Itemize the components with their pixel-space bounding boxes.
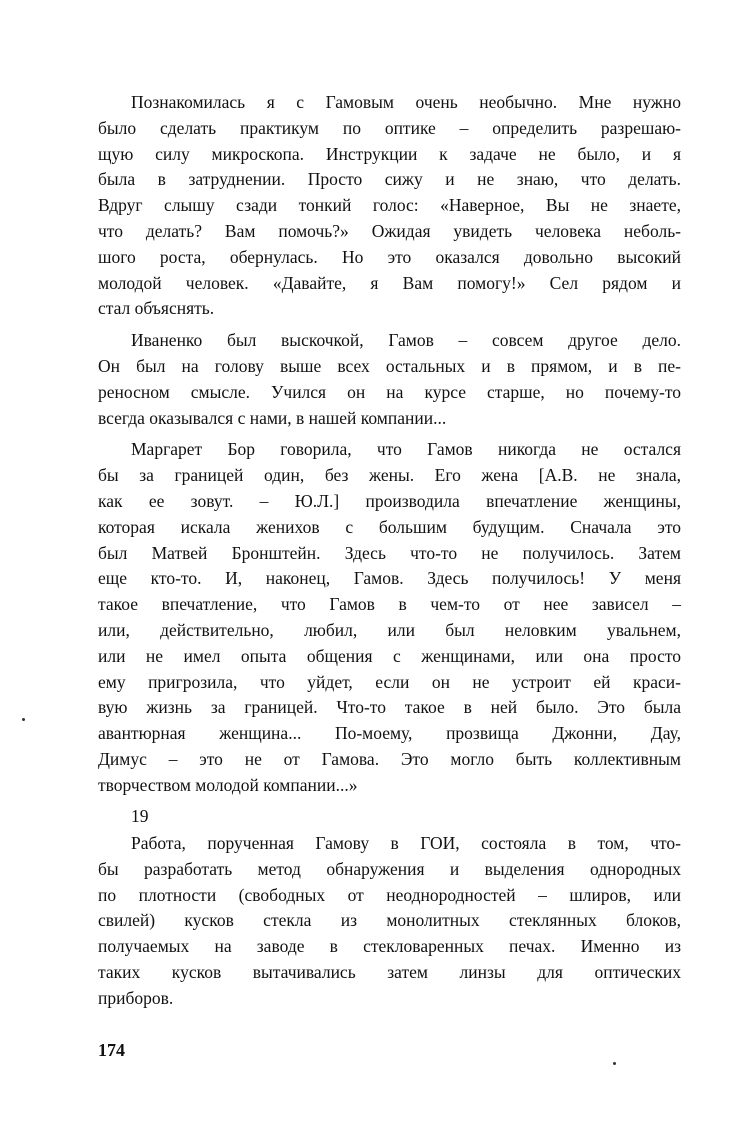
text-line: бы за границей один, без жены. Его жена [А.В. не знала,: [98, 465, 681, 486]
text-line: Димус – это не от Гамова. Это могло быть коллективным: [98, 748, 681, 769]
scan-speck: [22, 718, 25, 721]
text-line: или, действительно, любил, или был неловким увальнем,: [98, 619, 681, 640]
text-line: было сделать практикум по оптике – определить разрешаю-: [98, 117, 681, 138]
text-line: еще кто-то. И, наконец, Гамов. Здесь получилось! У меня: [98, 568, 681, 589]
paragraph-1: [98, 90, 681, 322]
main-text: [98, 90, 681, 805]
text-line: что делать? Вам помочь?» Ожидая увидеть человека неболь-: [98, 220, 681, 241]
text-line: авантюрная женщина... По-моему, прозвища Джонни, Дау,: [98, 723, 681, 744]
text-line: был Матвей Бронштейн. Здесь что-то не получилось. Затем: [98, 542, 681, 563]
paragraph-2: [98, 328, 681, 431]
section-paragraph: [98, 831, 681, 1012]
page-number: 174: [98, 1040, 125, 1060]
text-line: свилей) кусков стекла из монолитных стеклянных блоков,: [98, 910, 681, 931]
text-line: бы разработать метод обнаружения и выделения однородных: [98, 858, 681, 879]
text-line: такое впечатление, что Гамов в чем-то от нее зависел –: [98, 594, 681, 615]
text-line: приборов.: [98, 987, 174, 1008]
text-line: Работа, порученная Гамову в ГОИ, состояла в том, что-: [131, 833, 681, 853]
paragraph-3: [98, 437, 681, 798]
text-line: или не имел опыта общения с женщинами, или она просто: [98, 645, 681, 666]
text-line: ему пригрозила, что уйдет, если он не устроит ей краси-: [98, 671, 681, 692]
text-line: была в затруднении. Просто сижу и не знаю, что делать.: [98, 169, 681, 190]
text-line: Вдруг слышу сзади тонкий голос: «Наверное, Вы не знаете,: [98, 195, 681, 216]
section-number: 19: [131, 806, 149, 826]
text-line: Иваненко был выскочкой, Гамов – совсем другое дело.: [131, 330, 681, 351]
text-line: всегда оказывался с нами, в нашей компании...: [98, 407, 447, 428]
text-line: как ее зовут. – Ю.Л.] производила впечатление женщины,: [98, 490, 681, 511]
text-line: Маргарет Бор говорила, что Гамов никогда не остался: [131, 439, 681, 460]
text-line: по плотности (свободных от неоднородностей – шлиров, или: [98, 884, 681, 905]
text-line: получаемых на заводе в стекловаренных печах. Именно из: [98, 936, 681, 957]
text-line: щую силу микроскопа. Инструкции к задаче не было, и я: [98, 143, 681, 164]
text-line: реносном смысле. Учился он на курсе старше, но почему-то: [98, 381, 681, 402]
text-line: шого роста, обернулась. Но это оказался довольно высокий: [98, 246, 681, 267]
text-line: которая искала женихов с большим будущим. Сначала это: [98, 516, 681, 537]
text-line: Познакомилась я с Гамовым очень необычно. Мне нужно: [131, 92, 681, 112]
text-line: молодой человек. «Давайте, я Вам помогу!» Сел рядом и: [98, 272, 681, 293]
text-line: стал объяснять.: [98, 298, 215, 319]
text-line: Он был на голову выше всех остальных и в прямом, и в пе-: [98, 355, 681, 376]
scan-speck: [613, 1062, 616, 1065]
text-line: вую жизнь за границей. Что-то такое в ней было. Это была: [98, 697, 681, 718]
text-line: таких кусков вытачивались затем линзы для оптических: [98, 961, 681, 982]
text-line: творчеством молодой компании...»: [98, 774, 358, 795]
